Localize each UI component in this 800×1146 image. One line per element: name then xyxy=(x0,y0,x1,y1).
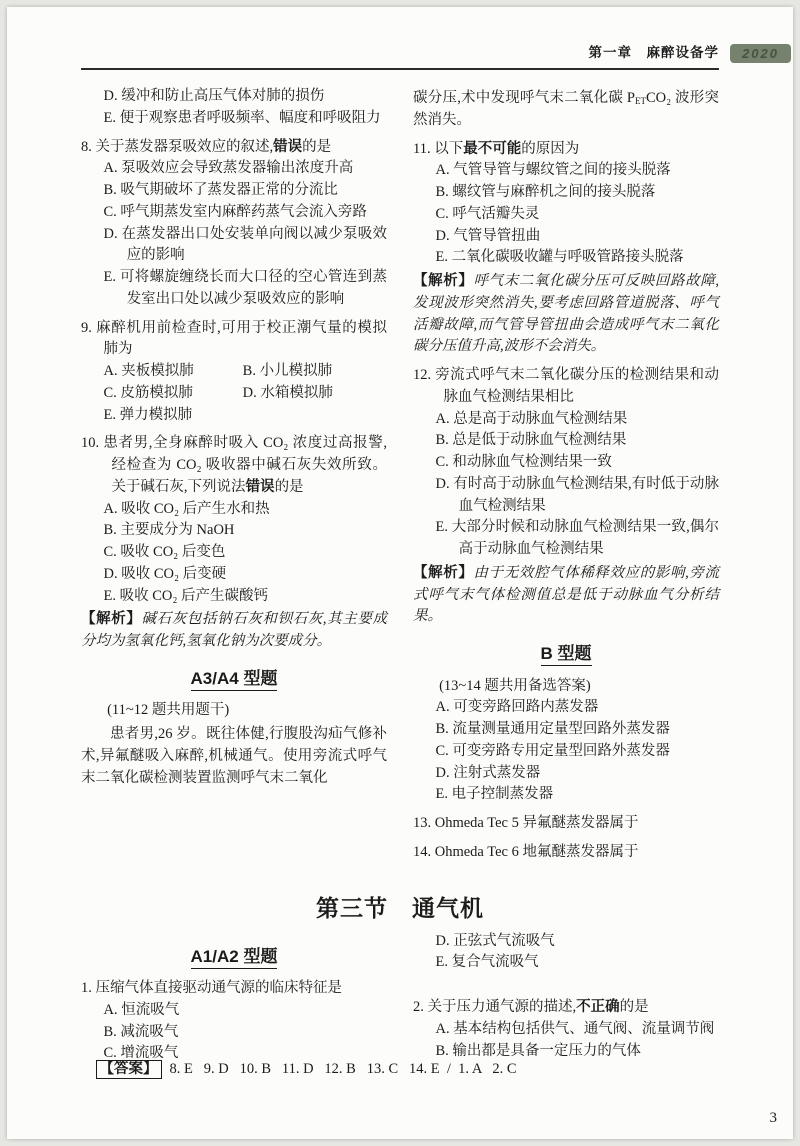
text-run: C. 皮筋模拟肺 xyxy=(103,384,193,401)
book-page xyxy=(7,7,793,1139)
paragraph xyxy=(81,724,387,789)
text-run: E. 弹力模拟肺 xyxy=(103,406,193,423)
text-run: D. 水箱模拟肺 xyxy=(242,384,333,401)
text-run: E. 复合气流吸气 xyxy=(435,954,539,971)
text-run: C. 呼气期蒸发室内麻醉药蒸气会流入旁路 xyxy=(103,203,367,220)
text-run: 14. Ohmeda Tec 6 地氟醚蒸发器属于 xyxy=(413,843,639,860)
text-run: D. 注射式蒸发器 xyxy=(435,764,541,781)
question xyxy=(413,997,719,1019)
text-run: C. 增流吸气 xyxy=(103,1045,179,1062)
option xyxy=(243,383,333,405)
question xyxy=(81,433,387,498)
text-run: D. 吸收 CO₂ 后变硬 xyxy=(103,565,227,582)
option xyxy=(81,520,387,542)
text-run: A. 基本结构包括供气、通气阀、流量调节阀 xyxy=(435,1020,715,1037)
paragraph xyxy=(413,88,719,132)
text-run: B. 主要成分为 NaOH xyxy=(103,522,235,539)
text-run: (11~12 题共用题干) xyxy=(107,702,230,719)
page-content xyxy=(7,7,793,1065)
text-run: 的是 xyxy=(274,478,304,495)
text-run: B. 流量测量通用定量型回路外蒸发器 xyxy=(435,721,670,737)
paragraph xyxy=(413,563,719,628)
option-row xyxy=(81,361,387,383)
option xyxy=(413,931,719,953)
text-run: C. 和动脉血气检测结果一致 xyxy=(435,454,612,470)
option xyxy=(413,430,719,452)
option xyxy=(413,204,719,226)
text-run: E. 二氧化碳吸收罐与呼吸管路接头脱落 xyxy=(435,249,684,266)
option xyxy=(413,1019,719,1041)
text-run: 11. 以下 xyxy=(413,140,464,157)
option xyxy=(413,247,719,269)
text-run: A. 泵吸效应会导致蒸发器输出浓度升高 xyxy=(103,160,354,177)
text-run: E. 电子控制蒸发器 xyxy=(435,786,554,803)
option xyxy=(81,224,387,268)
text-run: E. 便于观察患者呼吸频率、幅度和呼吸阻力 xyxy=(103,109,381,126)
option xyxy=(413,952,719,974)
paragraph xyxy=(413,271,719,358)
page-number: 3 xyxy=(769,1110,777,1126)
text-run: 12. 旁流式呼气末二氧化碳分压的检测结果和动脉血气检测结果相比 xyxy=(413,367,719,405)
text-run: 10. 患者男,全身麻醉时吸入 CO₂ 浓度过高报警,经检查为 CO₂ 吸收器中碱石灰失效所致。关于碱石灰,下列说法 xyxy=(81,435,387,495)
text-run: E. 吸收 CO₂ 后产生碳酸钙 xyxy=(103,587,269,604)
text-run: B. 螺纹管与麻醉机之间的接头脱落 xyxy=(435,184,656,200)
type-heading xyxy=(413,641,719,667)
text-run: A3/A4 型题 xyxy=(191,669,278,691)
top-left-column xyxy=(81,86,387,864)
type-heading xyxy=(81,944,387,970)
question xyxy=(413,842,719,864)
text-run: A. 总是高于动脉血气检测结果 xyxy=(435,410,628,427)
question xyxy=(413,365,719,409)
text-run: A. 吸收 CO₂ 后产生水和热 xyxy=(103,500,270,517)
text-run: 13. Ohmeda Tec 5 异氟醚蒸发器属于 xyxy=(413,815,639,831)
subscript-text: ET xyxy=(634,96,646,107)
text-run: 患者男,26 岁。既往体健,行腹股沟疝气修补术,异氟醚吸入麻醉,机械通气。使用旁流式呼气末二氧化碳检测装置监测呼气末二氧化 xyxy=(81,726,387,786)
emphasis-text: 【解析】 xyxy=(81,611,142,628)
question xyxy=(81,978,387,1000)
emphasis-text: 错误 xyxy=(245,478,275,495)
text-run: A. 恒流吸气 xyxy=(103,1001,180,1018)
option xyxy=(103,361,242,383)
question xyxy=(81,318,387,362)
text-run: 2. 关于压力通气源的描述, xyxy=(413,999,577,1015)
option xyxy=(81,86,387,108)
top-columns xyxy=(81,86,719,864)
question xyxy=(413,139,719,161)
text-run: B. 总是低于动脉血气检测结果 xyxy=(435,432,627,449)
option xyxy=(81,158,387,180)
option xyxy=(413,763,719,785)
question xyxy=(81,137,387,159)
option xyxy=(243,361,332,383)
section-title: 第三节 通气机 xyxy=(316,894,484,921)
chapter-title: 第一章 麻醉设备学 xyxy=(588,45,719,60)
text-run: 的是 xyxy=(302,138,332,155)
option xyxy=(81,405,387,427)
option xyxy=(81,542,387,564)
option xyxy=(81,108,387,130)
question xyxy=(413,813,719,835)
text-run: D. 在蒸发器出口处安装单向阀以减少泵吸效应的影响 xyxy=(103,225,387,264)
text-run: 碱石灰包括钠石灰和钡石灰,其主要成分均为氢氧化钙,氢氧化钠为次要成分。 xyxy=(81,611,388,649)
option xyxy=(81,1000,387,1022)
option xyxy=(413,226,719,248)
emphasis-text: 【解析】 xyxy=(413,273,474,289)
option xyxy=(413,182,719,204)
top-right-column xyxy=(413,86,719,864)
text-run: B. 输出都是具备一定压力的气体 xyxy=(435,1042,641,1059)
emphasis-text: 不正确 xyxy=(576,999,620,1015)
text-run: D. 正弦式气流吸气 xyxy=(435,932,555,949)
emphasis-text: 【解析】 xyxy=(413,564,474,581)
text-run: D. 有时高于动脉血气检测结果,有时低于动脉血气检测结果 xyxy=(435,475,719,514)
shared-stem-note xyxy=(413,676,719,698)
type-heading xyxy=(81,666,387,692)
option xyxy=(413,452,719,474)
option xyxy=(81,499,387,521)
option xyxy=(81,202,387,224)
text-run: B. 吸气期破坏了蒸发器正常的分流比 xyxy=(103,182,338,198)
text-run: A. 气管导管与螺纹管之间的接头脱落 xyxy=(435,162,671,179)
text-run: 1. 压缩气体直接驱动通气源的临床特征是 xyxy=(81,980,342,996)
text-run: B 型题 xyxy=(541,644,592,666)
emphasis-text: 最不可能 xyxy=(463,140,522,157)
option xyxy=(413,719,719,741)
option xyxy=(103,383,242,405)
text-run: 9. 麻醉机用前检查时,可用于校正潮气量的模拟肺为 xyxy=(81,319,387,358)
text-run: D. 缓冲和防止高压气体对肺的损伤 xyxy=(103,88,325,104)
option xyxy=(413,517,719,561)
option xyxy=(413,697,719,719)
text-run: A. 夹板模拟肺 xyxy=(103,363,194,379)
edition-badge: 2020 xyxy=(730,44,791,63)
answer-key xyxy=(81,1040,719,1095)
text-run: E. 可将螺旋缠绕长而大口径的空心管连到蒸发室出口处以减少泵吸效应的影响 xyxy=(103,269,387,307)
text-run: D. 气管导管扭曲 xyxy=(435,227,541,244)
option-row xyxy=(81,383,387,405)
option xyxy=(81,564,387,586)
text-run: A. 可变旁路回路内蒸发器 xyxy=(435,699,599,716)
text-run: 8. 关于蒸发器泵吸效应的叙述, xyxy=(81,138,274,155)
option xyxy=(81,586,387,608)
option xyxy=(413,160,719,182)
text-run: CO₂ 波形突然消失。 xyxy=(413,90,719,128)
text-run: (13~14 题共用备选答案) xyxy=(439,677,591,694)
option xyxy=(413,474,719,518)
spacer xyxy=(413,974,719,990)
text-run: 碳分压,术中发现呼气末二氧化碳 P xyxy=(413,90,635,106)
page-header xyxy=(81,41,779,70)
answer-key-label: 【答案】 xyxy=(96,1060,162,1079)
text-run: C. 可变旁路专用定量型回路外蒸发器 xyxy=(435,742,670,759)
text-run: C. 呼气活瓣失灵 xyxy=(435,205,540,222)
text-run: E. 大部分时候和动脉血气检测结果一致,偶尔高于动脉血气检测结果 xyxy=(435,519,719,557)
shared-stem-note xyxy=(81,700,387,722)
text-run: A1/A2 型题 xyxy=(191,947,278,969)
option xyxy=(413,784,719,806)
option xyxy=(413,409,719,431)
text-run: 由于无效腔气体稀释效应的影响,旁流式呼气末气体检测值总是低于动脉血气分析结果。 xyxy=(413,564,720,625)
text-run: B. 小儿模拟肺 xyxy=(242,363,333,379)
paragraph xyxy=(81,609,387,653)
text-run: B. 减流吸气 xyxy=(103,1023,179,1040)
emphasis-text: 错误 xyxy=(273,138,303,155)
answer-key-values: 8. E 9. D 10. B 11. D 12. B 13. C 14. E / 1. A 2. C xyxy=(169,1061,517,1077)
option xyxy=(81,267,387,311)
text-run: 呼气末二氧化碳分压可反映回路故障,发现波形突然消失,要考虑回路管道脱落、呼气活瓣故障,而气管导管扭曲会造成呼气末二氧化碳分压值升高,波形不会消失。 xyxy=(413,273,720,355)
text-run: 的是 xyxy=(619,999,649,1015)
text-run: C. 吸收 CO₂ 后变色 xyxy=(103,544,226,560)
option xyxy=(413,741,719,763)
text-run: 的原因为 xyxy=(521,140,580,157)
option xyxy=(81,180,387,202)
